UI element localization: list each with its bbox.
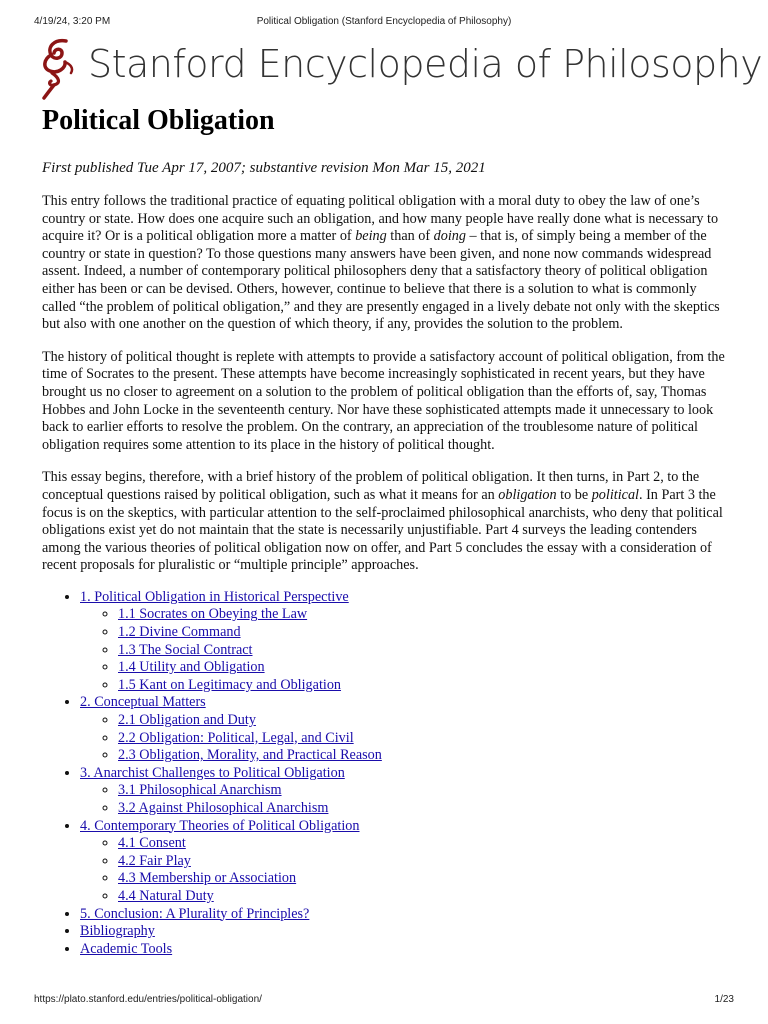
toc-section	[80, 589, 732, 695]
toc-subitem	[118, 642, 732, 660]
toc-link-1-5[interactable]: 1.5 Kant on Legitimacy and Obligation	[118, 676, 342, 693]
article-title: Political Obligation	[42, 105, 275, 136]
intro-paragraph-1: This entry follows the traditional practice of equating political obligation with a moral duty to obey the law of one’s country or state. How does one acquire such an obligation, and how many people have really done what is necessary to acquire it? Or is a political obligation more a matter of being than of doing – that is, of simply being a member of the country or state in question? To those questions many answers have been given, and none now commands widespread assent. Indeed, a number of contemporary political philosophers deny that a satisfactory theory of political obligation either has been or can be devised. Others, however, continue to believe that there is a solution to what is commonly called “the problem of political obligation,” and they are presently engaged in a lively debate not only with the skeptics but also with one another on the question of which theory, if any, provides the solution to the problem.	[42, 193, 720, 333]
print-header	[34, 16, 734, 30]
toc-subitem	[118, 606, 732, 624]
toc-link-4-3[interactable]: 4.3 Membership or Association	[118, 870, 297, 887]
toc-link-section-2[interactable]: 2. Conceptual Matters	[80, 694, 206, 711]
toc-link-4-1[interactable]: 4.1 Consent	[118, 835, 186, 852]
toc-subitem	[118, 888, 732, 906]
toc-subsection-list	[80, 782, 732, 817]
toc-subitem	[118, 853, 732, 871]
toc-link-1-1[interactable]: 1.1 Socrates on Obeying the Law	[118, 606, 308, 623]
sep-logo-icon[interactable]	[38, 38, 78, 100]
toc-section	[80, 923, 732, 941]
toc-link-3-2[interactable]: 3.2 Against Philosophical Anarchism	[118, 800, 329, 816]
toc-subitem	[118, 747, 732, 765]
toc-subitem	[118, 624, 732, 642]
print-page-number: 1/23	[714, 994, 734, 1005]
toc-subitem	[118, 677, 732, 695]
toc-section	[80, 765, 732, 818]
toc-link-section-1[interactable]: 1. Political Obligation in Historical Perspective	[80, 588, 349, 605]
toc-subsection-list	[80, 712, 732, 765]
toc-link-2-2[interactable]: 2.2 Obligation: Political, Legal, and Civil	[118, 729, 354, 746]
intro-paragraph-3: This essay begins, therefore, with a brief history of the problem of political obligation. It then turns, in Part 2, to the conceptual questions raised by political obligation, such as what it means for an obligation to be political. In Part 3 the focus is on the skeptics, with particular attention to the self-proclaimed philosophical anarchists, who deny that political obligations exist yet do not maintain that the state is necessarily unjustifiable. Part 4 surveys the leading contenders among the various theories of political obligation now on offer, and Part 5 concludes the essay with a consideration of recent proposals for pluralistic or “multiple principle” approaches.	[42, 469, 723, 574]
toc-subitem	[118, 659, 732, 677]
toc-subitem	[118, 782, 732, 800]
toc-subitem	[118, 730, 732, 748]
toc-link-bibliography[interactable]: Bibliography	[80, 923, 155, 940]
site-header	[38, 38, 763, 102]
toc-link-2-3[interactable]: 2.3 Obligation, Morality, and Practical Reason	[118, 747, 382, 764]
toc-subitem	[118, 800, 732, 818]
toc-link-section-4[interactable]: 4. Contemporary Theories of Political Obligation	[80, 817, 360, 834]
table-of-contents	[42, 589, 732, 958]
site-title[interactable]: Stanford Encyclopedia of Philosophy	[88, 42, 763, 86]
toc-section	[80, 941, 732, 959]
print-page-title: Political Obligation (Stanford Encyclopedia of Philosophy)	[256, 16, 512, 27]
intro-paragraph-2: The history of political thought is replete with attempts to provide a satisfactory account of political obligation, from the time of Socrates to the present. These attempts have become increasingly sophisticated in recent years, but they have brought us no closer to agreement on a solution to the problem of political obligation than the efforts of, say, Thomas Hobbes and John Locke in the seventeenth century. Nor have these sophisticated attempts made it unnecessary to look back to earlier efforts to resolve the problem. On the contrary, an appreciation of the troublesome nature of political obligation requires some attention to its place in the history of political thought.	[42, 348, 725, 453]
toc-link-section-5[interactable]: 5. Conclusion: A Plurality of Principles?	[80, 905, 310, 922]
toc-link-1-2[interactable]: 1.2 Divine Command	[118, 624, 241, 641]
toc-link-academic-tools[interactable]: Academic Tools	[80, 940, 173, 957]
toc-link-2-1[interactable]: 2.1 Obligation and Duty	[118, 712, 256, 729]
toc-subitem	[118, 870, 732, 888]
toc-link-1-3[interactable]: 1.3 The Social Contract	[118, 641, 253, 658]
toc-link-4-2[interactable]: 4.2 Fair Play	[118, 852, 191, 869]
publication-info: First published Tue Apr 17, 2007; substantive revision Mon Mar 15, 2021	[42, 160, 486, 176]
toc-link-3-1[interactable]: 3.1 Philosophical Anarchism	[118, 782, 282, 799]
toc-section	[80, 818, 732, 906]
print-url: https://plato.stanford.edu/entries/political-obligation/	[34, 994, 262, 1005]
print-footer	[34, 994, 734, 1008]
toc-subitem	[118, 835, 732, 853]
toc-link-1-4[interactable]: 1.4 Utility and Obligation	[118, 659, 265, 676]
toc-section	[80, 906, 732, 924]
article-content	[42, 102, 732, 958]
toc-link-4-4[interactable]: 4.4 Natural Duty	[118, 887, 214, 904]
print-timestamp: 4/19/24, 3:20 PM	[34, 16, 111, 27]
toc-link-section-3[interactable]: 3. Anarchist Challenges to Political Obligation	[80, 764, 345, 781]
toc-section	[80, 694, 732, 764]
toc-subitem	[118, 712, 732, 730]
toc-subsection-list	[80, 606, 732, 694]
toc-subsection-list	[80, 835, 732, 905]
